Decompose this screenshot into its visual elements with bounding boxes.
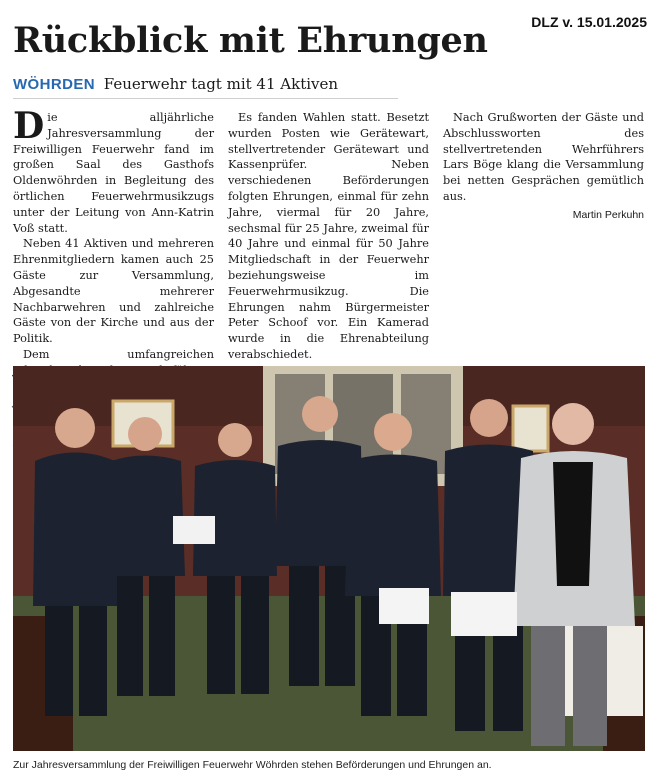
paragraph-5: Nach Grußworten der Gäste und Abschlussworten des stellvertretenden Wehrführers Lars Böge klang die Versammlung bei netten Gesprächen gemütlich aus. xyxy=(443,111,644,203)
paragraph-4: Es fanden Wahlen statt. Besetzt wurden Posten wie Gerätewart, stellvertretender Gerätewart und Kassenprüfer. Neben verschiedenen Beförderungen folgten Ehrungen, einmal für zehn Jahre, viermal für 20 Jahre, sechsmal für 25 Jahre, zweimal für 40 Jahre und einmal für 50 Jahre Mitgliedschaft in der Feuerwehr beziehungsweise im Feuerwehrmusikzug. Die Ehrungen nahm Bürgermeister Peter Schoof vor. Ein Kamerad wurde in die Ehrenabteilung verabschiedet. xyxy=(228,111,429,361)
drop-cap: D xyxy=(13,105,45,147)
paragraph-1 xyxy=(13,105,214,236)
author-byline: Martin Perkuhn xyxy=(572,208,644,221)
column-2 xyxy=(228,110,429,361)
paragraph-2: Neben 41 Aktiven und mehreren Ehrenmitgliedern kamen auch 25 Gäste zur Versammlung, Abgesandte mehrerer Nachbarwehren und zahlreiche Gäste von der Kirche und aus der Politik. xyxy=(13,237,214,346)
paragraph-3: Dem umfangreichen xyxy=(23,347,214,361)
group-photo xyxy=(13,366,645,751)
kicker: WÖHRDEN xyxy=(13,76,95,93)
divider xyxy=(13,98,398,99)
column-1 xyxy=(13,105,214,361)
photo-caption: Zur Jahresversammlung der Freiwilligen Feuerwehr Wöhrden stehen Beförderungen und Ehrungen an. xyxy=(13,759,492,771)
column-3 xyxy=(443,110,644,356)
group-photo-illustration xyxy=(13,366,645,751)
paragraph-1-text: ie alljährliche Jahresversammlung der Freiwilligen Feuerwehr fand im großen Saal des Gasthofs Oldenwöhrden in Begleitung des örtlichen Feuerwehrmusikzugs unter der Leitung von Ann-Katrin Voß statt. xyxy=(13,111,214,235)
source-label: DLZ v. 15.01.2025 xyxy=(531,14,647,30)
subline xyxy=(13,75,338,93)
subtitle: Feuerwehr tagt mit 41 Aktiven xyxy=(103,75,339,93)
headline: Rückblick mit Ehrungen xyxy=(13,20,488,61)
article-body xyxy=(13,105,645,361)
